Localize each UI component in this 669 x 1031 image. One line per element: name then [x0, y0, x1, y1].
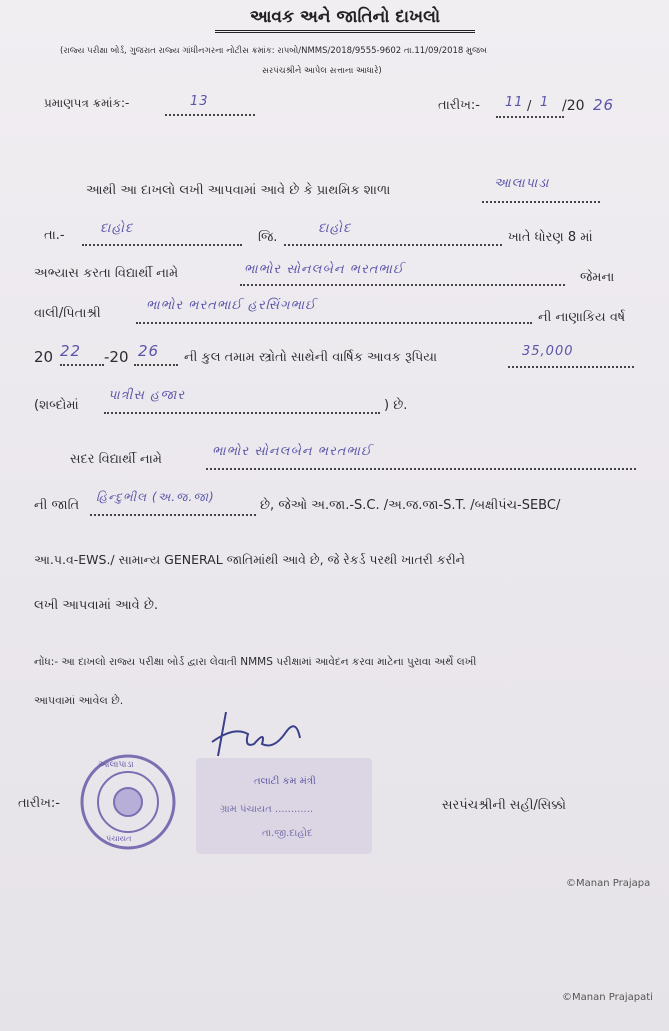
- caste-options: છે, જેઓ અ.જા.-S.C. /અ.જ.જા-S.T. /બક્ષીપંચ-SEBC/: [260, 498, 561, 513]
- student-prefix: અભ્યાસ કરતા વિદ્યાર્થી નામે: [34, 266, 179, 281]
- sadar-text: સદર વિદ્યાર્થી નામે: [70, 452, 162, 467]
- cert-no-label: પ્રમાણપત્ર ક્રમાંક:-: [44, 96, 130, 110]
- stamp-line-2: ગ્રામ પંચાયત ............: [220, 804, 314, 815]
- std-text: ખાતે ધોરણ 8 માં: [508, 230, 593, 245]
- jemna-text: જેમના: [580, 270, 615, 285]
- page-title: આવક અને જાતિનો દાખલો: [249, 7, 441, 27]
- words-dots: [104, 412, 380, 414]
- words-prefix: (શબ્દોમાં: [34, 398, 79, 413]
- year-from-suffix: 22: [60, 342, 82, 360]
- school-name: આલાપાડા: [494, 176, 550, 191]
- seal-text-bottom: પંચાયત: [106, 834, 132, 843]
- note-line-1: નોંધ:- આ દાખલો રાજ્ય પરીક્ષા બોર્ડ દ્વારા લેવાતી NMMS પરીક્ષામાં આવેદન કરવા માટેના પુરાવા અર્થે લખી: [34, 656, 477, 668]
- taluka-dots: [82, 244, 242, 246]
- caste-value: હિન્દુભીલ (અ.જ.જા): [96, 490, 215, 504]
- year-to-prefix: -20: [104, 348, 129, 366]
- year-to-suffix: 26: [138, 342, 160, 360]
- student-name-2: ભાભોર સોનલબેન ભરતભાઈ: [212, 444, 372, 459]
- authority-line-1: (રાજ્ય પરીક્ષા બોર્ડ, ગુજરાત રાજ્ય ગાંધીનગરના નોટીસ ક્રમાંક: રાપબો/NMMS/2018/9555-9602 તા.11/09/2018 મુજબ: [60, 46, 487, 56]
- stamp-line-1: તલાટી કમ મંત્રી: [254, 776, 316, 787]
- watermark-1: ©Manan Prajapa: [566, 878, 651, 889]
- taluka-value: દાહોદ: [100, 221, 134, 236]
- district-label: જિ.: [258, 230, 278, 245]
- caste-dots: [90, 514, 256, 516]
- intro-text: આથી આ દાખલો લખી આપવામાં આવે છે કે પ્રાથમિક શાળા: [86, 183, 391, 198]
- date-dots: [496, 116, 564, 118]
- income-dots: [508, 366, 634, 368]
- watermark-2: ©Manan Prajapati: [562, 992, 653, 1003]
- date-year-prefix: /20: [562, 98, 585, 114]
- financial-year-text: ની નાણાકિય વર્ષ: [538, 310, 626, 325]
- date-label: તારીખ:-: [438, 98, 480, 113]
- signature-label: સરપંચશ્રીની સહી/સિક્કો: [442, 798, 566, 813]
- date-year-suffix: 26: [593, 96, 615, 114]
- cert-no-dots: [165, 114, 255, 116]
- district-dots: [284, 244, 502, 246]
- note-line-2: આપવામાં આવેલ છે.: [34, 694, 124, 707]
- date-sep: /: [527, 99, 532, 114]
- date-day: 11: [505, 95, 524, 110]
- signature-scribble: [204, 704, 324, 764]
- income-text: ની કુલ તમામ સ્ત્રોતો સાથેની વાર્ષિક આવક રૂપિયા: [184, 350, 438, 365]
- title-underline: [215, 4, 475, 33]
- words-suffix: ) છે.: [384, 398, 408, 413]
- school-dots: [482, 201, 600, 203]
- caste-label: ની જાતિ: [34, 498, 80, 513]
- authority-line-2: સરપંચશ્રીને આપેલ સત્તાના આધારે): [262, 66, 382, 76]
- year-from-prefix: 20: [34, 348, 54, 366]
- seal-text-top: આલાપાડા: [98, 760, 134, 770]
- district-value: દાહોદ: [318, 221, 352, 236]
- year-to-dots: [134, 364, 178, 366]
- taluka-label: તા.-: [44, 228, 65, 243]
- caste-line-2: આ.પ.વ-EWS./ સામાન્ય GENERAL જાતિમાંથી આવે છે, જે રેકર્ડ પરથી ખાતરી કરીને: [34, 552, 465, 567]
- stamp-line-3: તા.જી.દાહોદ: [262, 828, 313, 839]
- year-from-dots: [60, 364, 104, 366]
- parent-dots: [136, 322, 532, 324]
- cert-no-value: 13: [190, 94, 209, 109]
- caste-line-3: લખી આપવામાં આવે છે.: [34, 598, 159, 613]
- footer-date-label: તારીખ:-: [18, 796, 60, 811]
- student-name: ભાભોર સોનલબેન ભરતભાઈ: [244, 262, 404, 277]
- date-month: 1: [540, 95, 550, 110]
- income-value: 35,000: [522, 344, 574, 359]
- income-words: પાત્રીસ હજાર: [108, 388, 186, 403]
- student-dots: [240, 284, 565, 286]
- student2-dots: [206, 468, 636, 470]
- parent-label: વાલી/પિતાશ્રી: [34, 306, 101, 321]
- parent-name: ભાભોર ભરતભાઈ હરસિંગભાઈ: [146, 298, 317, 313]
